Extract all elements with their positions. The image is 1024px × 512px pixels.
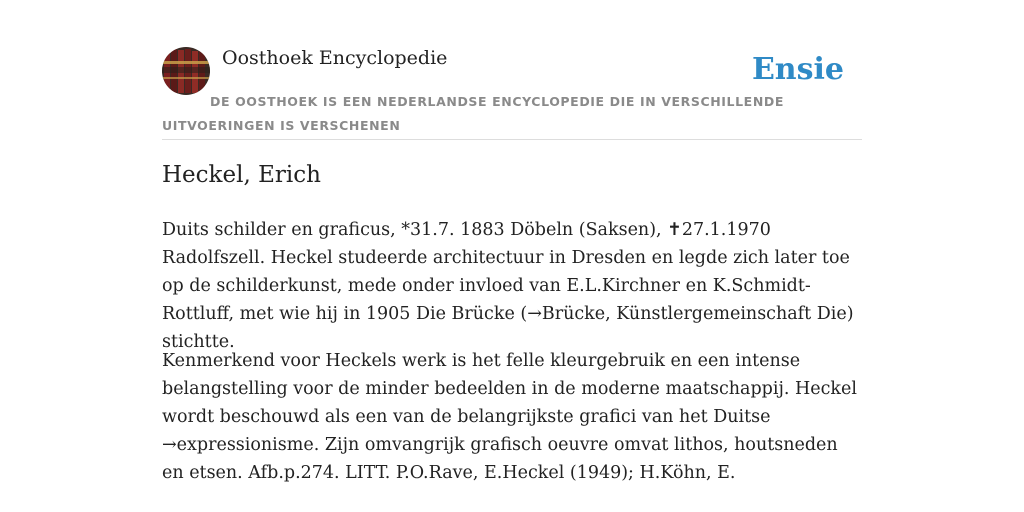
books-image: [162, 47, 210, 95]
site-header: [162, 0, 862, 140]
page: [162, 0, 862, 483]
article-paragraph-2: Kenmerkend voor Heckels werk is het felle kleurgebruik en een intense belangstelling voor de minder bedeelden in de moderne maatschappij. Heckel wordt beschouwd als een van de belangrijkste grafici van het Duitse →expressionisme. Zijn omvangrijk grafisch oeuvre omvat lithos, houtsneden en etsen. Afb.p.274. LITT. P.O.Rave, E.Heckel (1949); H.Köhn, E.: [162, 351, 857, 483]
site-tagline: DE OOSTHOEK IS EEN NEDERLANDSE ENCYCLOPEDIE DIE IN VERSCHILLENDE UITVOERINGEN IS VERSCHENEN: [162, 94, 784, 133]
encyclopedia-books-avatar[interactable]: [162, 47, 210, 95]
article-paragraph-1: Duits schilder en graficus, *31.7. 1883 Döbeln (Saksen), ✝27.1.1970 Radolfszell. Heckel studeerde architectuur in Dresden en legde zich later toe op de schilderkunst, mede onder invloed van E.L.Kirchner en K.Schmidt-Rottluff, met wie hij in 1905 Die Brücke (→Brücke, Künstlergemeinschaft Die) stichtte.: [162, 220, 854, 352]
brand-logo[interactable]: Ensie: [751, 52, 844, 87]
article-title: Heckel, Erich: [162, 162, 321, 188]
site-name[interactable]: Oosthoek Encyclopedie: [222, 47, 448, 69]
